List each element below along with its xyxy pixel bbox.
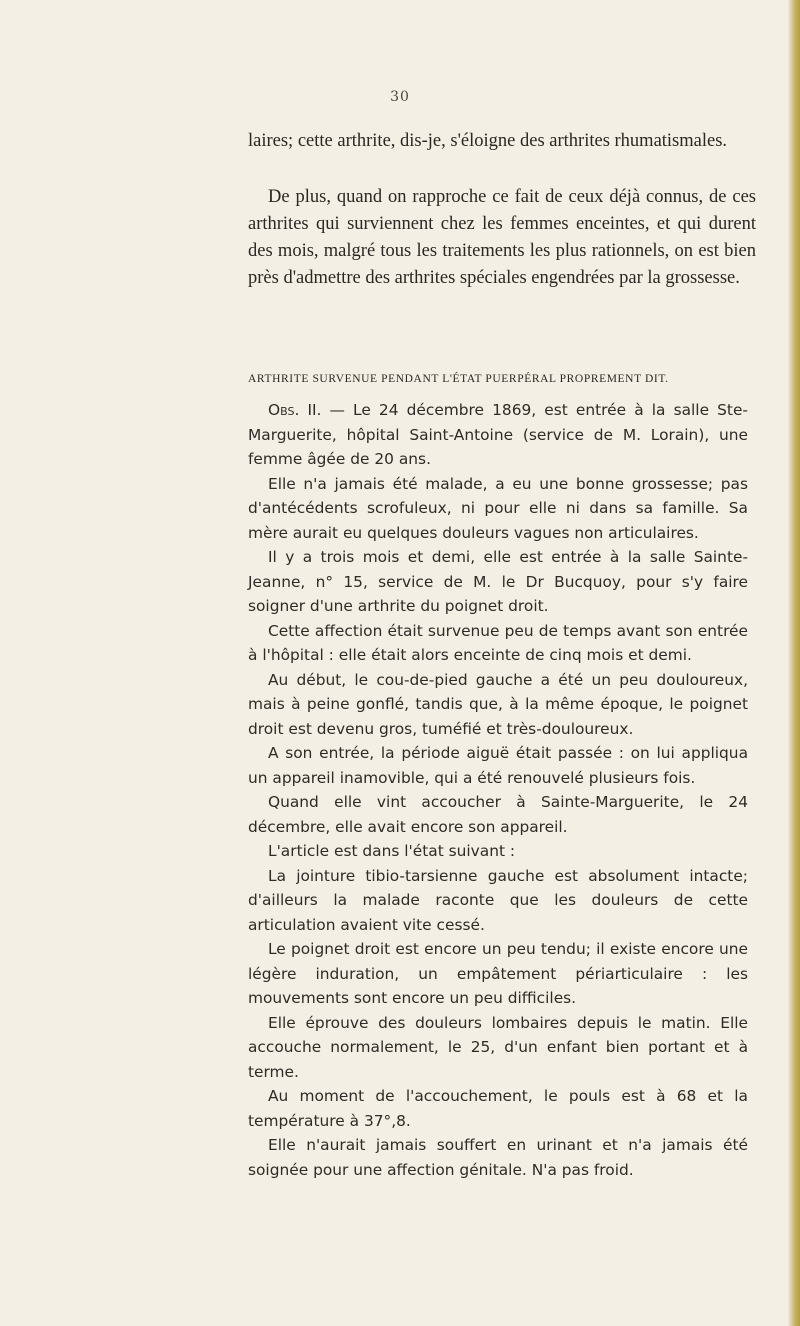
observation-opening: — Le 24 décembre 1869, est entrée à la salle Ste-Marguerite, hôpital Saint-Antoine (service de M. Lorain), une femme âgée de 20 ans. — [248, 401, 748, 468]
observation-paragraph — [248, 398, 748, 472]
observation-label: Obs. II. — [268, 401, 322, 419]
observation-paragraph: Le poignet droit est encore un peu tendu; il existe encore une légère induration, un empâtement périarticulaire : les mouvements sont encore un peu difficiles. — [248, 940, 748, 1007]
observation-paragraph: A son entrée, la période aiguë était passée : on lui appliqua un appareil inamovible, qui a été renouvelé plusieurs fois. — [248, 744, 748, 787]
observation-block — [248, 398, 748, 1182]
observation-paragraph: Elle éprouve des douleurs lombaires depuis le matin. Elle accouche normalement, le 25, d'un enfant bien portant et à terme. — [248, 1013, 748, 1081]
observation-paragraph: Elle n'a jamais été malade, a eu une bonne grossesse; pas d'antécédents scrofuleux, ni pour elle ni dans sa famille. Sa mère aurait eu quelques douleurs vagues non articulaires. — [248, 474, 748, 542]
observation-paragraph: Au moment de l'accouchement, le pouls est à 68 et la température à 37°,8. — [248, 1087, 748, 1130]
observation-paragraph: Au début, le cou-de-pied gauche a été un peu douloureux, mais à peine gonflé, tandis que, à la même époque, le poignet droit est devenu gros, tuméfié et très-douloureux. — [248, 670, 748, 738]
page-edge — [788, 0, 800, 1326]
observation-paragraph: L'article est dans l'état suivant : — [268, 842, 516, 860]
page-number: 30 — [390, 89, 410, 105]
observation-paragraph: Cette affection était survenue peu de temps avant son entrée à l'hôpital : elle était alors enceinte de cinq mois et demi. — [248, 621, 748, 664]
section-heading: ARTHRITE SURVENUE PENDANT L'ÉTAT PUERPÉRAL PROPREMENT DIT. — [248, 373, 669, 385]
continuation-text: laires; cette arthrite, dis-je, s'éloigne des arthrites rhumatismales. — [248, 131, 728, 151]
observation-paragraph: La jointure tibio-tarsienne gauche est absolument intacte; d'ailleurs la malade raconte que les douleurs de cette articulation avaient vite cessé. — [248, 866, 748, 934]
observation-paragraph: Elle n'aurait jamais souffert en urinant et n'a jamais été soignée pour une affection génitale. N'a pas froid. — [248, 1136, 748, 1179]
intro-paragraph: De plus, quand on rapproche ce fait de ceux déjà connus, de ces arthrites qui surviennent chez les femmes enceintes, et qui durent des mois, malgré tous les traitements les plus rationnels, on est bien près d'admettre des arthrites spéciales engendrées par la grossesse. — [248, 187, 756, 288]
observation-paragraph: Quand elle vint accoucher à Sainte-Marguerite, le 24 décembre, elle avait encore son appareil. — [248, 793, 748, 836]
observation-paragraph: Il y a trois mois et demi, elle est entrée à la salle Sainte-Jeanne, n° 15, service de M. le Dr Bucquoy, pour s'y faire soigner d'une arthrite du poignet droit. — [248, 548, 748, 615]
